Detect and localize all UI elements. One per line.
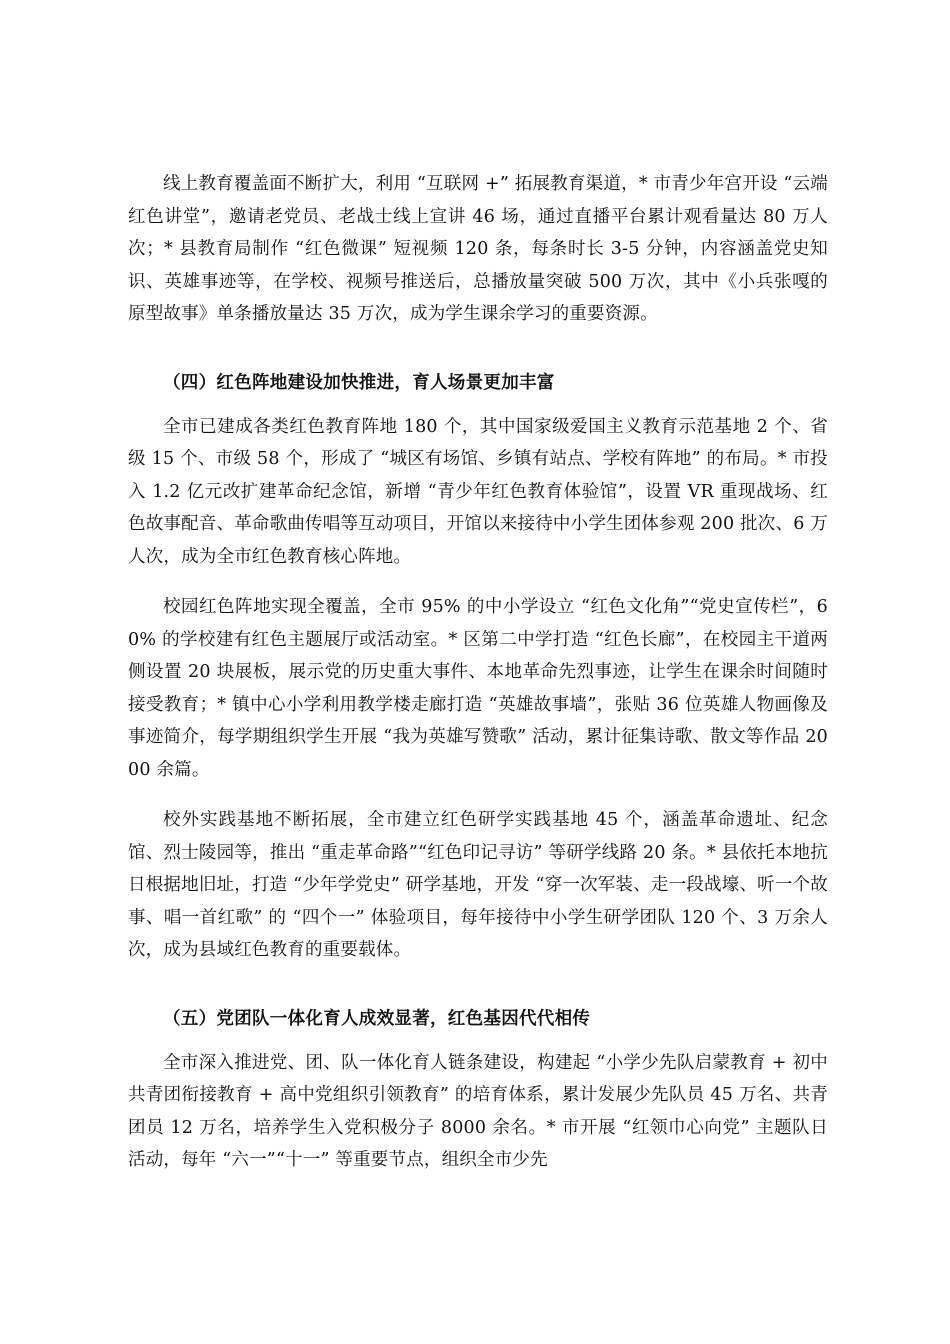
section-heading-4: （四）红色阵地建设加快推进，育人场景更加丰富 [163, 372, 555, 393]
body-paragraph: 校园红色阵地实现全覆盖，全市 95% 的中小学设立 “红色文化角”“党史宣传栏”，60% 的学校建有红色主题展厅或活动室。* 区第二中学打造 “红色长廊”，在校园主干道两侧设置 20 块展板，展示党的历史重大事件、本地革命先烈事迹，让学生在课余时间随时接受教育；* 镇中心小学利用教学楼走廊打造 “英雄故事墙”，张贴 36 位英雄人物画像及事迹简介，每学期组织学生开展 “我为英雄写赞歌” 活动，累计征集诗歌、散文等作品 2000 余篇。 [128, 597, 828, 780]
body-paragraph: 线上教育覆盖面不断扩大，利用 “互联网 +” 拓展教育渠道，* 市青少年宫开设 “云端红色讲堂”，邀请老党员、老战士线上宣讲 46 场，通过直播平台累计观看量达 80 万人次；* 县教育局制作 “红色微课” 短视频 120 条，每条时长 3-5 分钟，内容涵盖党史知识、英雄事迹等，在学校、视频号推送后，总播放量突破 500 万次，其中《小兵张嘎的原型故事》单条播放量达 35 万次，成为学生课余学习的重要资源。 [128, 174, 828, 324]
body-paragraph: 全市已建成各类红色教育阵地 180 个，其中国家级爱国主义教育示范基地 2 个、省级 15 个、市级 58 个，形成了 “城区有场馆、乡镇有站点、学校有阵地” 的布局。* 市投入 1.2 亿元改扩建革命纪念馆，新增 “青少年红色教育体验馆”，设置 VR 重现战场、红色故事配音、革命歌曲传唱等互动项目，开馆以来接待中小学生团体参观 200 批次、6 万人次，成为全市红色教育核心阵地。 [128, 416, 828, 567]
document-page [128, 168, 828, 1195]
section-heading-5: （五）党团队一体化育人成效显著，红色基因代代相传 [163, 1008, 591, 1029]
body-paragraph: 全市深入推进党、团、队一体化育人链条建设，构建起 “小学少先队启蒙教育 + 初中共青团衔接教育 + 高中党组织引领教育” 的培育体系，累计发展少先队员 45 万名、共青团员 12 万名，培养学生入党积极分子 8000 余名。* 市开展 “红领巾心向党” 主题队日活动，每年 “六一”“十一” 等重要节点，组织全市少先 [128, 1052, 828, 1170]
body-paragraph: 校外实践基地不断拓展，全市建立红色研学实践基地 45 个，涵盖革命遗址、纪念馆、烈士陵园等，推出 “重走革命路”“红色印记寻访” 等研学线路 20 条。* 县依托本地抗日根据地旧址，打造 “少年学党史” 研学基地，开发 “穿一次军装、走一段战壕、听一个故事、唱一首红歌” 的 “四个一” 体验项目，每年接待中小学生研学团队 120 个、3 万余人次，成为县域红色教育的重要载体。 [128, 810, 828, 960]
